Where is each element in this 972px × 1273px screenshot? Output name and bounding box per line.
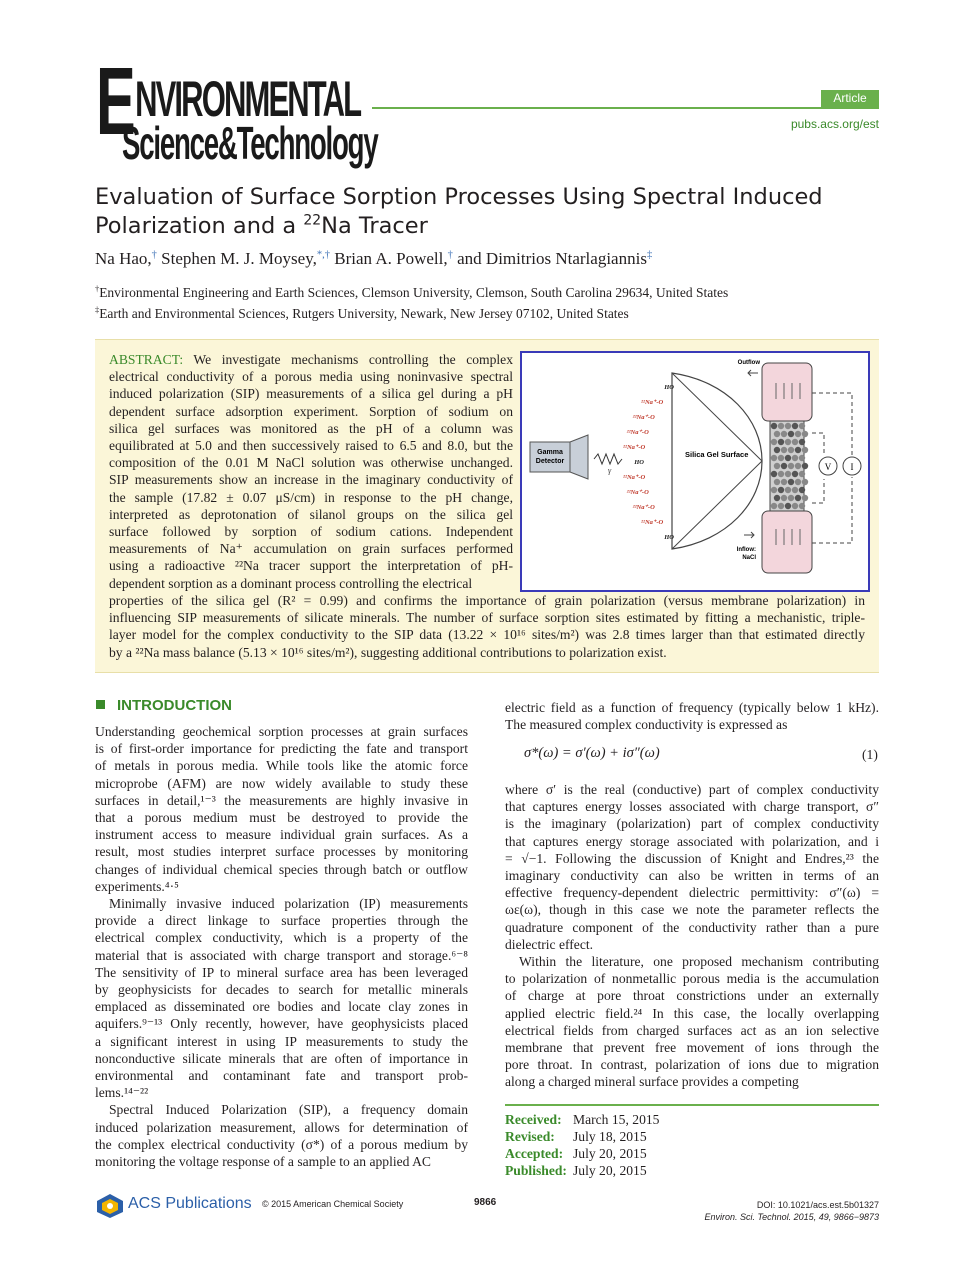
- equation-number: (1): [862, 747, 878, 762]
- body-line: ωε(ω), though in this case we note the parameter reflects the: [505, 902, 879, 918]
- abstract-text-continued: [109, 592, 865, 661]
- silica-grain: [788, 479, 794, 485]
- header-rule: [372, 107, 879, 109]
- site-label: ²²Na⁺-O: [632, 504, 655, 511]
- body-line: along a charged mineral surface provides a competing: [505, 1074, 799, 1090]
- silica-grain: [771, 487, 777, 493]
- body-line: pore throat. In contrast, polarization of ions due to migration: [505, 1057, 879, 1073]
- silica-grain: [781, 479, 787, 485]
- body-line: environmental and contaminant fate and transport prob-: [95, 1068, 468, 1084]
- silica-grain: [802, 447, 808, 453]
- affiliation-mark[interactable]: †: [151, 249, 157, 261]
- date-published: Published: July 20, 2015: [505, 1163, 647, 1178]
- doi-link[interactable]: DOI: 10.1021/acs.est.5b01327: [756, 1200, 879, 1210]
- abstract-line: SIP measurements show an increase in the imaginary conductivity of: [109, 472, 513, 488]
- body-line: aquifers.⁹⁻¹³ Only recently, however, have geophysicists placed: [95, 1016, 468, 1032]
- body-line: of charge at pore throat constrictions under an externally: [505, 988, 879, 1004]
- abstract-text: ABSTRACT: We investigate mechanisms controlling the complex electrical conductivity of a porous media using noninvasive spectral induced polarization (SIP) measurements of a silica gel during a pH dependent surface adsorption experiment. Sorption of sodium on silica gel surfaces was monitored as the pH of a column was equilibrated at 5.0 and then successively raised to 6.5 and 8.0, but the composition of the 0.01 M NaCl solution was otherwise unchanged. SIP measurements show an increase in the imaginary conductivity of the sample (17.82 ± 0.07 μS/cm) in response to the pH change, interpreted as deprotonation of silanol groups on the silica gel surface followed by sorption of sodium cations. Independent measurements of Na⁺ accumulation on grain surfaces performed using a radioactive ²²Na tracer support the interpretation of pH- dependent sorption as a dominant process controlling the electrical: [109, 352, 513, 591]
- silica-grain: [785, 439, 791, 445]
- silica-grain: [774, 447, 780, 453]
- affiliation-mark[interactable]: †: [447, 249, 453, 261]
- site-label: HO: [664, 384, 674, 391]
- silica-grain: [792, 471, 798, 477]
- gamma-label: Gamma: [537, 449, 563, 456]
- silica-grain: [802, 479, 808, 485]
- body-line: electrical complex conductivity, which is a property of the: [95, 930, 468, 946]
- title-line-1: Evaluation of Surface Sorption Processes Using Spectral Induced: [95, 184, 823, 210]
- silica-grain: [781, 463, 787, 469]
- abstract-line: composition of the 0.01 M NaCl solution was otherwise unchanged.: [109, 455, 513, 471]
- body-line: that captures energy losses associated with charge transport, σ″: [505, 799, 879, 815]
- inflow-label: Inflow:: [736, 547, 756, 553]
- silica-grain: [788, 495, 794, 501]
- silica-grain: [795, 463, 801, 469]
- acs-logo-icon: [95, 1193, 125, 1224]
- silica-gel-label: Silica Gel Surface: [685, 450, 749, 459]
- right-column-top-text: [505, 699, 879, 733]
- site-labels: [623, 384, 674, 541]
- abstract-line: silica gel surfaces was monitored as the pH of a column was: [109, 420, 513, 436]
- dates-rule: [505, 1104, 879, 1106]
- silica-grain: [792, 503, 798, 509]
- author-name[interactable]: Brian A. Powell,: [330, 249, 448, 268]
- body-line: experiments.⁴·⁵: [95, 878, 179, 894]
- journal-url-link[interactable]: pubs.acs.org/est: [790, 117, 879, 131]
- author-name[interactable]: Na Hao,: [95, 249, 152, 268]
- author-list: [95, 249, 652, 269]
- silica-grain: [785, 503, 791, 509]
- equation-1: σ*(ω) = σ′(ω) + iσ″(ω): [524, 745, 660, 761]
- body-line: effective frequency-dependent dielectric permittivity: σ″(ω) =: [505, 885, 879, 901]
- title-line-2: Polarization and a $^{22}$Na Tracer: [95, 212, 428, 239]
- body-line: material that is associated with charge transport and storage.⁶⁻⁸: [95, 947, 468, 963]
- silica-grain: [799, 423, 805, 429]
- acs-publications-link[interactable]: ACS Publications: [128, 1195, 252, 1212]
- silica-grain: [785, 423, 791, 429]
- silica-grain: [792, 423, 798, 429]
- doi-citation: [640, 1199, 879, 1223]
- body-line: quadrature component of the conductivity rather than a pure: [505, 919, 879, 935]
- body-line: imaginary conductivity can also be written in terms of an: [505, 868, 879, 884]
- silica-grain: [771, 439, 777, 445]
- body-line: to polarization of nonmetallic porous media is the accumulation: [505, 971, 879, 987]
- abstract-line: the sample (17.82 ± 0.07 μS/cm) in response to the pH change,: [109, 489, 513, 505]
- silica-grain: [792, 487, 798, 493]
- body-line: dielectric effect.: [505, 936, 594, 952]
- gamma-detector-cone: [570, 435, 588, 479]
- toc-graphic: [520, 351, 870, 592]
- body-line: The sensitivity of IP to mineral surface area has been leveraged: [95, 964, 468, 980]
- body-line: a significant interest in using IP measurements to study the: [95, 1033, 468, 1049]
- site-label: ²²Na⁺-O: [641, 399, 664, 406]
- body-line: monitoring the voltage response of a sample to an applied AC: [95, 1154, 431, 1170]
- abstract-line: equilibrated at 5.0 and then successively raised to 6.5 and 8.0, but the: [109, 438, 513, 454]
- body-line: of metals in porous media. While tools like the atomic force: [95, 758, 468, 774]
- body-line: result, most studies interpret surface processes by monitoring: [95, 844, 468, 860]
- silica-grain: [799, 487, 805, 493]
- site-label: ²²Na⁺-O: [626, 489, 649, 496]
- body-line: emplaced as disseminated ore bodies and locate clay zones in: [95, 999, 468, 1015]
- silica-grain: [781, 431, 787, 437]
- article-type-badge: Article: [821, 90, 879, 107]
- abstract-line: properties of the silica gel (R² = 0.99) and confirms the importance of grain polarization (versus membrane polarization) in: [109, 593, 865, 608]
- body-line: changes of individual chemical species through batch or outflow: [95, 861, 468, 877]
- silica-grain: [795, 447, 801, 453]
- author-name[interactable]: Stephen M. J. Moysey,: [156, 249, 317, 268]
- silica-grain: [774, 463, 780, 469]
- body-line: lems.¹⁴⁻²²: [95, 1085, 149, 1101]
- toc-figure-svg: [522, 353, 868, 590]
- outflow-arrow: [748, 370, 758, 376]
- silica-grain: [788, 463, 794, 469]
- silica-grain: [785, 471, 791, 477]
- body-line: microprobe (AFM) are now widely available to study these: [95, 775, 468, 791]
- body-line: Minimally invasive induced polarization (IP) measurements: [109, 896, 468, 912]
- site-label: ²²Na⁺-O: [626, 429, 649, 436]
- right-column-text: [505, 781, 879, 1091]
- body-line: instrument access to measure individual grain surfaces. As a: [95, 827, 468, 843]
- silica-grain: [774, 479, 780, 485]
- gamma-detector-box: [530, 442, 570, 472]
- site-label: HO: [664, 534, 674, 541]
- silica-grain: [778, 503, 784, 509]
- silica-grain: [771, 471, 777, 477]
- affiliation-2: ‡Earth and Environmental Sciences, Rutgers University, Newark, New Jersey 07102, United States: [95, 305, 629, 321]
- site-label: HO: [634, 459, 644, 466]
- body-line: by geophysicists for decades to search for metallic minerals: [95, 982, 468, 998]
- site-label: ²²Na⁺-O: [623, 474, 646, 481]
- site-label: ²²Na⁺-O: [632, 414, 655, 421]
- silica-grain: [792, 439, 798, 445]
- body-line: applied electric field.²⁴ In this case, the locally overlapping: [505, 1005, 879, 1021]
- body-line: electrical fields from charged surfaces act as an ion selective: [505, 1022, 879, 1038]
- silica-grain: [788, 447, 794, 453]
- silica-grain: [788, 431, 794, 437]
- silica-grain: [802, 431, 808, 437]
- affiliation-mark[interactable]: ‡: [646, 249, 653, 261]
- body-line: electric field as a function of frequency (typically below 1 kHz).: [505, 700, 879, 715]
- date-revised: Revised: July 18, 2015: [505, 1129, 647, 1144]
- abstract-line: electrical conductivity of a porous media using noninvasive spectral: [109, 369, 513, 385]
- detector-label: Detector: [535, 458, 565, 465]
- body-line: = √−1. Following the discussion of Knight and Endres,²³ the: [505, 850, 879, 866]
- silica-grains: [771, 423, 808, 509]
- silica-grain: [781, 447, 787, 453]
- heading-square-icon: [96, 700, 105, 709]
- column-top-cap: [762, 363, 812, 421]
- silica-grain: [774, 431, 780, 437]
- section-heading-introduction: INTRODUCTION: [96, 697, 232, 714]
- journal-citation: Environ. Sci. Technol. 2015, 49, 9866−9873: [704, 1212, 879, 1222]
- affiliation-1: †Environmental Engineering and Earth Sciences, Clemson University, Clemson, South Carolina 29634, United States: [95, 284, 729, 300]
- journal-logo-science-technology: Science&Technology: [122, 117, 378, 169]
- author-name[interactable]: and Dimitrios Ntarlagiannis: [452, 249, 647, 268]
- abstract-line: dependent surface adsorption experiment. Sorption of sodium on: [109, 403, 513, 419]
- nacl-label: NaCl: [742, 555, 756, 561]
- silica-grain: [799, 455, 805, 461]
- inflow-arrow: [744, 532, 754, 538]
- left-column-text: [95, 723, 468, 1170]
- body-line: is the imaginary (polarization) part of complex conductivity: [505, 816, 879, 832]
- silica-grain: [771, 455, 777, 461]
- site-label: ²²Na⁺-O: [623, 444, 646, 451]
- silica-grain: [771, 423, 777, 429]
- abstract-line: layer model for the complex conductivity to the SIP data (13.22 × 10¹⁶ sites/m²) was 2.8 times larger than that estimated directly: [109, 627, 865, 643]
- body-line: surfaces in detail,¹⁻³ the measurements are highly invasive in: [95, 792, 468, 808]
- silica-grain: [771, 503, 777, 509]
- silica-grain: [778, 439, 784, 445]
- voltmeter-label: V: [824, 462, 832, 472]
- page-number: 9866: [474, 1197, 497, 1208]
- abstract-line: surface followed by sorption of sodium cations. Independent: [109, 524, 513, 540]
- abstract-line: by a ²²Na mass balance (5.13 × 10¹⁶ sites/m²), suggesting additional contributions to polarization exist.: [109, 644, 667, 660]
- abstract-line: using a radioactive ²²Na tracer support the interpretation of pH-: [109, 558, 513, 574]
- silica-grain: [781, 495, 787, 501]
- body-line: where σ′ is the real (conductive) part of complex conductivity: [505, 782, 879, 797]
- body-line: Within the literature, one proposed mechanism contributing: [519, 954, 879, 970]
- body-line: that a porous medium must be destroyed to provide the: [95, 810, 468, 826]
- silica-grain: [795, 479, 801, 485]
- body-line: is of first-order importance for predicting the fate and transport: [95, 741, 468, 757]
- silica-grain: [802, 463, 808, 469]
- silica-grain: [795, 495, 801, 501]
- journal-logo-environmental: ENVIRONMENTAL: [96, 48, 361, 155]
- silica-grain: [795, 431, 801, 437]
- ammeter-label: I: [850, 462, 854, 472]
- silica-grain: [778, 455, 784, 461]
- body-line: membrane that prevent free movement of ions through the: [505, 1040, 879, 1056]
- article-title: [95, 183, 885, 241]
- column-bottom-cap: [762, 511, 812, 573]
- gamma-wave: [594, 454, 622, 464]
- abstract-line: dependent sorption as a dominant process controlling the electrical: [109, 575, 473, 591]
- abstract-line: interpreted as deprotonation of silanol groups on the silica gel: [109, 506, 513, 522]
- body-line: provide a direct linkage to surface properties through the: [95, 913, 468, 929]
- body-line: the complex electrical conductivity (σ*) of a porous medium by: [95, 1136, 468, 1152]
- silica-grain: [799, 471, 805, 477]
- silica-grain: [792, 455, 798, 461]
- silica-grain: [799, 439, 805, 445]
- date-accepted: Accepted: July 20, 2015: [505, 1146, 647, 1161]
- body-line: that captures energy storage associated with polarization, and i: [505, 833, 879, 849]
- silica-grain: [778, 487, 784, 493]
- silica-grain: [799, 503, 805, 509]
- silica-surface-boundary: [672, 373, 762, 549]
- abstract-line: influencing SIP measurements of silicate minerals. The number of surface sorption sites estimated by fitting a mechanistic, triple-: [109, 610, 865, 626]
- affiliation-mark[interactable]: *,†: [316, 249, 331, 261]
- gamma-symbol: γ: [608, 466, 612, 475]
- outflow-label: Outflow: [737, 360, 760, 366]
- copyright-notice: © 2015 American Chemical Society: [262, 1199, 404, 1209]
- silica-grain: [778, 471, 784, 477]
- body-line: The measured complex conductivity is expressed as: [505, 717, 788, 733]
- silica-grain: [778, 423, 784, 429]
- abstract-line: induced polarization (SIP) measurements of a silica gel during a pH: [109, 386, 513, 402]
- abstract-label: ABSTRACT:: [109, 352, 184, 367]
- silica-grain: [774, 495, 780, 501]
- abstract-line: measurements of Na⁺ accumulation on grain surfaces performed: [109, 541, 513, 557]
- silica-grain: [785, 487, 791, 493]
- silica-grain: [802, 495, 808, 501]
- site-label: ²²Na⁺-O: [641, 519, 664, 526]
- date-received: Received: March 15, 2015: [505, 1112, 660, 1127]
- silica-grain: [785, 455, 791, 461]
- body-line: Understanding geochemical sorption processes at grain surfaces: [95, 724, 468, 739]
- body-line: induced polarization measurement, allows for determination of: [95, 1119, 468, 1135]
- body-line: nonconductive silicate minerals that are often of importance in: [95, 1050, 468, 1066]
- body-line: Spectral Induced Polarization (SIP), a frequency domain: [109, 1102, 468, 1118]
